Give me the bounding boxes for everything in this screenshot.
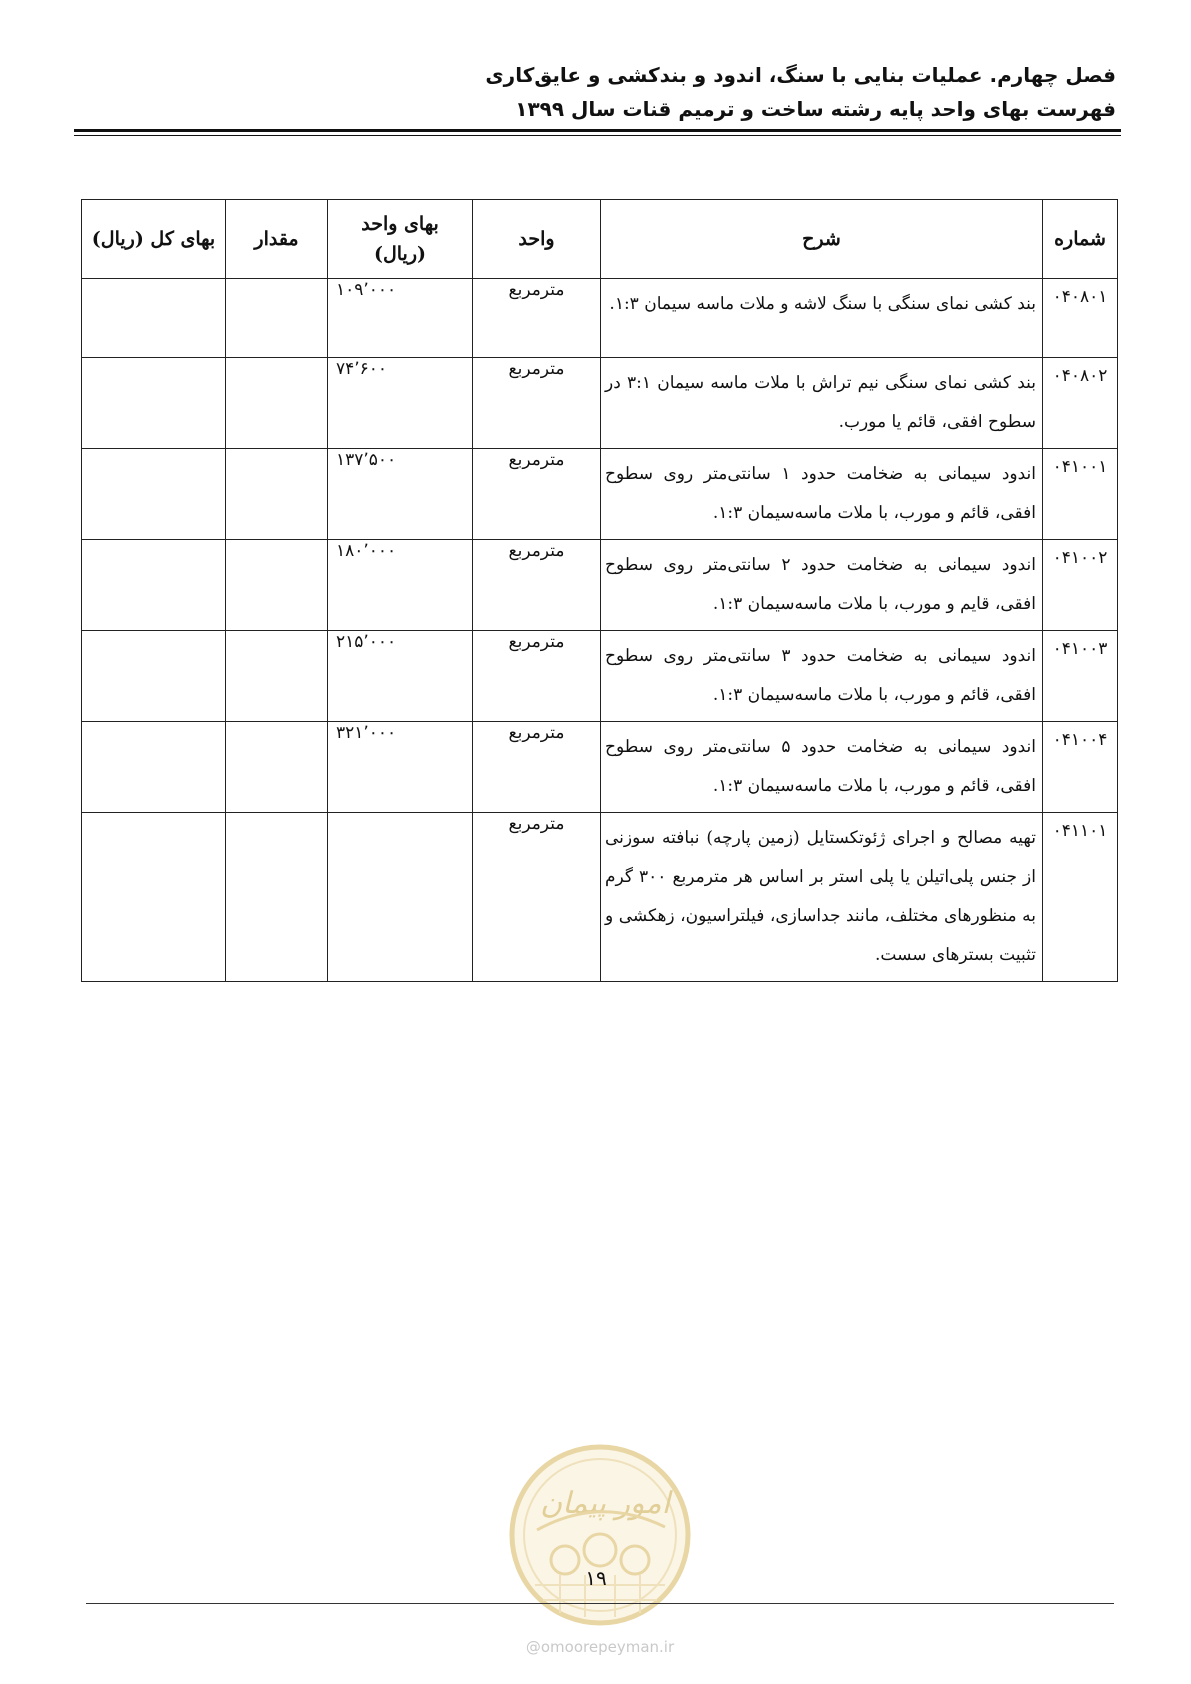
row-quantity [226,631,328,722]
row-unit-price: ۲۱۵٬۰۰۰ [328,631,473,722]
page-number: ۱۹ [585,1566,607,1590]
row-unit: مترمربع [473,722,601,813]
footer-rule [86,1603,1114,1604]
catalog-title: فهرست بهای واحد پایه رشته ساخت و ترمیم قنات سال ۱۳۹۹ [515,97,1116,121]
table-row [82,631,1118,722]
row-code: ۰۴۱۱۰۱ [1043,813,1118,982]
row-unit-price: ۳۲۱٬۰۰۰ [328,722,473,813]
row-total [82,540,226,631]
watermark-logo [505,1435,695,1635]
table-header-row [82,200,1118,279]
row-description: اندود سیمانی به ضخامت حدود ۳ سانتی‌متر روی سطوح افقی، قائم و مورب، با ملات ماسه‌سیمان ۱:۳. [601,631,1043,722]
row-quantity [226,358,328,449]
row-unit: مترمربع [473,449,601,540]
col-header-description: شرح [601,200,1043,279]
row-unit-price [328,813,473,982]
row-unit-price: ۱۳۷٬۵۰۰ [328,449,473,540]
row-description: بند کشی نمای سنگی نیم تراش با ملات ماسه سیمان ۳:۱ در سطوح افقی، قائم یا مورب. [601,358,1043,449]
price-list-table [81,199,1118,982]
row-description: اندود سیمانی به ضخامت حدود ۲ سانتی‌متر روی سطوح افقی، قایم و مورب، با ملات ماسه‌سیمان ۱:۳. [601,540,1043,631]
table-row [82,279,1118,358]
col-header-unit-price-line2: (ریال) [373,243,427,265]
row-unit-price: ۱۰۹٬۰۰۰ [328,279,473,358]
row-quantity [226,722,328,813]
row-description: تهیه مصالح و اجرای ژئوتکستایل (زمین پارچه) نبافته سوزنی از جنس پلی‌اتیلن یا پلی استر بر اساس هر مترمربع ۳۰۰ گرم به منظورهای مختلف، مانند جداسازی، فیلتراسیون، زهکشی و تثبیت بسترهای سست. [601,813,1043,982]
row-quantity [226,449,328,540]
row-total [82,279,226,358]
col-header-code: شماره [1043,200,1118,279]
header-rule-thick [74,129,1121,132]
col-header-unit: واحد [473,200,601,279]
row-unit: مترمربع [473,631,601,722]
row-code: ۰۴۰۸۰۱ [1043,279,1118,358]
row-code: ۰۴۱۰۰۳ [1043,631,1118,722]
table-row [82,449,1118,540]
row-total [82,449,226,540]
row-quantity [226,540,328,631]
row-total [82,358,226,449]
row-total [82,631,226,722]
page-header [76,58,1116,126]
col-header-quantity: مقدار [226,200,328,279]
row-unit-price: ۱۸۰٬۰۰۰ [328,540,473,631]
col-header-unit-price-line1: بهای واحد [361,213,439,235]
row-code: ۰۴۰۸۰۲ [1043,358,1118,449]
row-unit-price: ۷۴٬۶۰۰ [328,358,473,449]
table-row [82,540,1118,631]
row-quantity [226,279,328,358]
row-code: ۰۴۱۰۰۲ [1043,540,1118,631]
row-description: اندود سیمانی به ضخامت حدود ۱ سانتی‌متر روی سطوح افقی، قائم و مورب، با ملات ماسه‌سیمان ۱:۳. [601,449,1043,540]
row-quantity [226,813,328,982]
table-row [82,358,1118,449]
table-row [82,813,1118,982]
row-total [82,722,226,813]
site-url: @omoorepeyman.ir [525,1638,675,1656]
row-unit: مترمربع [473,540,601,631]
row-code: ۰۴۱۰۰۱ [1043,449,1118,540]
row-unit: مترمربع [473,358,601,449]
row-code: ۰۴۱۰۰۴ [1043,722,1118,813]
chapter-title: فصل چهارم. عملیات بنایی با سنگ، اندود و بندکشی و عایق‌کاری [485,63,1116,87]
row-total [82,813,226,982]
header-rule-thin [74,135,1121,136]
row-unit: مترمربع [473,279,601,358]
col-header-unit-price [328,200,473,279]
watermark-logo-script: امور پیمان [540,1486,670,1521]
row-description: بند کشی نمای سنگی با سنگ لاشه و ملات ماسه سیمان ۱:۳. [601,279,1043,358]
col-header-total-price: بهای کل (ریال) [82,200,226,279]
row-description: اندود سیمانی به ضخامت حدود ۵ سانتی‌متر روی سطوح افقی، قائم و مورب، با ملات ماسه‌سیمان ۱:۳. [601,722,1043,813]
table-row [82,722,1118,813]
row-unit: مترمربع [473,813,601,982]
